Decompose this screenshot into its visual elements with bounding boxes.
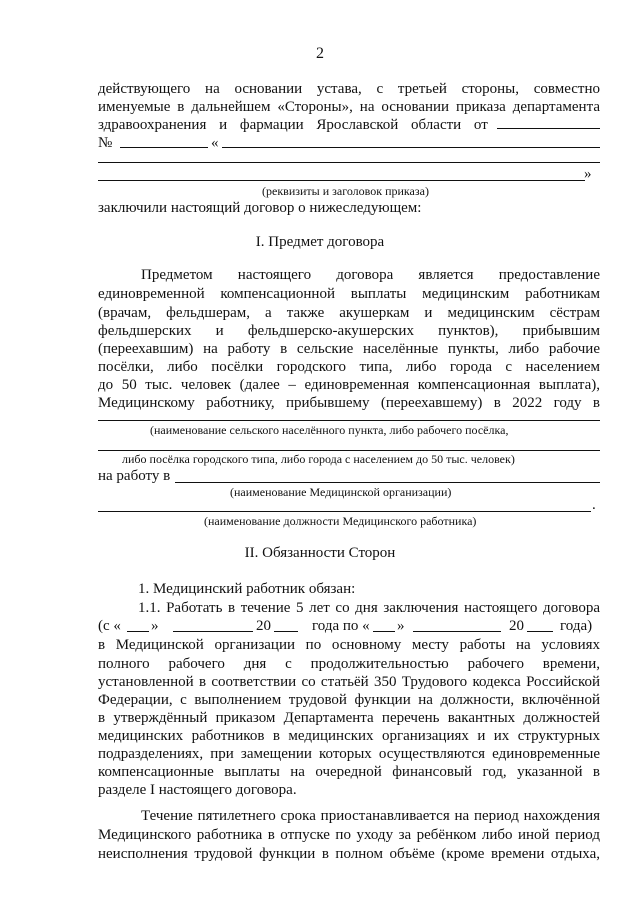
date-day-blank-2 bbox=[373, 631, 395, 632]
caption-settlement-1: (наименование сельского населённого пункта, либо рабочего посёлка, bbox=[150, 423, 509, 437]
s1-line-2: единовременной компенсационной выплаты медицинским работникам bbox=[98, 286, 600, 302]
order-title-blank-1 bbox=[222, 147, 600, 148]
order-number-blank bbox=[120, 147, 208, 148]
order-date-blank bbox=[497, 128, 600, 129]
order-title-blank-2 bbox=[98, 162, 600, 163]
order-title-blank-3 bbox=[98, 180, 585, 181]
settlement-blank-2 bbox=[98, 450, 600, 451]
page-number: 2 bbox=[316, 45, 324, 62]
work-at-label: на работу в bbox=[98, 468, 171, 484]
intro-line-4 bbox=[98, 134, 600, 152]
s2-line-6: медицинских работников в медицинских организациях и их структурных bbox=[98, 728, 600, 744]
s1-line-8: Медицинскому работнику, прибывшему (переехавшему) в 2022 году в bbox=[98, 395, 600, 411]
s2-line-5: в утверждённый приказом Департамента перечень вакантных должностей bbox=[98, 710, 600, 726]
position-period: . bbox=[592, 497, 596, 513]
date-end: года) bbox=[560, 618, 593, 634]
date-year-blank-1 bbox=[274, 631, 298, 632]
s2-line-1: в Медицинской организации по основному месту работы на условиях bbox=[98, 637, 600, 653]
organization-blank bbox=[175, 482, 600, 483]
position-blank bbox=[98, 511, 591, 512]
date-month-blank-2 bbox=[413, 631, 501, 632]
s1-line-4: фельдшерских и фельдшерско-акушерских пунктов), прибывшим bbox=[98, 323, 600, 339]
date-year-2: 20 bbox=[509, 618, 524, 634]
date-close-q1: » bbox=[151, 618, 159, 634]
s2-line-4: Федерации, с выполнением трудовой функции на должности, включённой bbox=[98, 692, 600, 708]
s1-line-1: Предметом настоящего договора является предоставление bbox=[141, 267, 600, 283]
s2-item-1-1: 1.1. Работать в течение 5 лет со дня заключения настоящего договора bbox=[138, 600, 600, 616]
s2-para2-line-1: Течение пятилетнего срока приостанавливается на период нахождения bbox=[141, 808, 600, 824]
intro-line-2: именуемые в дальнейшем «Стороны», на основании приказа департамента bbox=[98, 99, 600, 115]
order-title-close-quote: » bbox=[584, 166, 592, 182]
s1-line-5: (переехавшим) на работу в сельские населённые пункты, либо рабочие bbox=[98, 341, 600, 357]
date-year-1: 20 bbox=[256, 618, 271, 634]
order-title-open-quote: « bbox=[211, 135, 219, 151]
section-1-title: I. Предмет договора bbox=[255, 234, 385, 250]
s2-item-1: 1. Медицинский работник обязан: bbox=[138, 581, 356, 597]
date-month-blank-1 bbox=[173, 631, 253, 632]
caption-settlement-2: либо посёлка городского типа, либо города с населением до 50 тыс. человек) bbox=[122, 452, 515, 466]
s2-para2-line-2: Медицинского работника в отпуске по уходу за ребёнком либо иной период bbox=[98, 827, 600, 843]
s2-line-8: компенсационные выплаты на очередной финансовый год, указанной в bbox=[98, 764, 600, 780]
intro-line-1: действующего на основании устава, с третьей стороны, совместно bbox=[98, 81, 600, 97]
date-day-blank-1 bbox=[127, 631, 149, 632]
s2-line-3: установленной в соответствии со статьёй 350 Трудового кодекса Российской bbox=[98, 674, 600, 690]
intro-line-3 bbox=[98, 116, 600, 134]
settlement-blank-1 bbox=[98, 420, 600, 421]
date-open: (с « bbox=[98, 618, 121, 634]
date-year-blank-2 bbox=[527, 631, 553, 632]
s1-line-7: до 50 тыс. человек (далее – единовременная компенсационная выплата), bbox=[98, 377, 600, 393]
section-2-title: II. Обязанности Сторон bbox=[244, 545, 396, 561]
s2-last-line: разделе I настоящего договора. bbox=[98, 782, 297, 798]
date-close-q2: » bbox=[397, 618, 405, 634]
caption-requisites: (реквизиты и заголовок приказа) bbox=[262, 184, 429, 198]
s2-para2-line-3: неисполнения трудовой функции в полном объёме (кроме времени отдыха, bbox=[98, 846, 600, 862]
s2-line-7: подразделениях, при замещении которых осуществляются единовременные bbox=[98, 746, 600, 762]
s2-line-2: полного рабочего дня с продолжительностью рабочего времени, bbox=[98, 656, 600, 672]
caption-organization: (наименование Медицинской организации) bbox=[230, 485, 452, 499]
intro-line-3-text: здравоохранения и фармации Ярославской области от bbox=[98, 117, 488, 133]
concluded-line: заключили настоящий договор о нижеследующем: bbox=[98, 200, 422, 216]
order-number-sign: № bbox=[98, 135, 113, 151]
date-mid: года по « bbox=[312, 618, 370, 634]
s1-line-3: (врачам, фельдшерам, а также акушеркам и медицинским сёстрам bbox=[98, 305, 600, 321]
s1-line-6: посёлки, либо посёлки городского типа, либо города с населением bbox=[98, 359, 600, 375]
caption-position: (наименование должности Медицинского работника) bbox=[204, 514, 477, 528]
